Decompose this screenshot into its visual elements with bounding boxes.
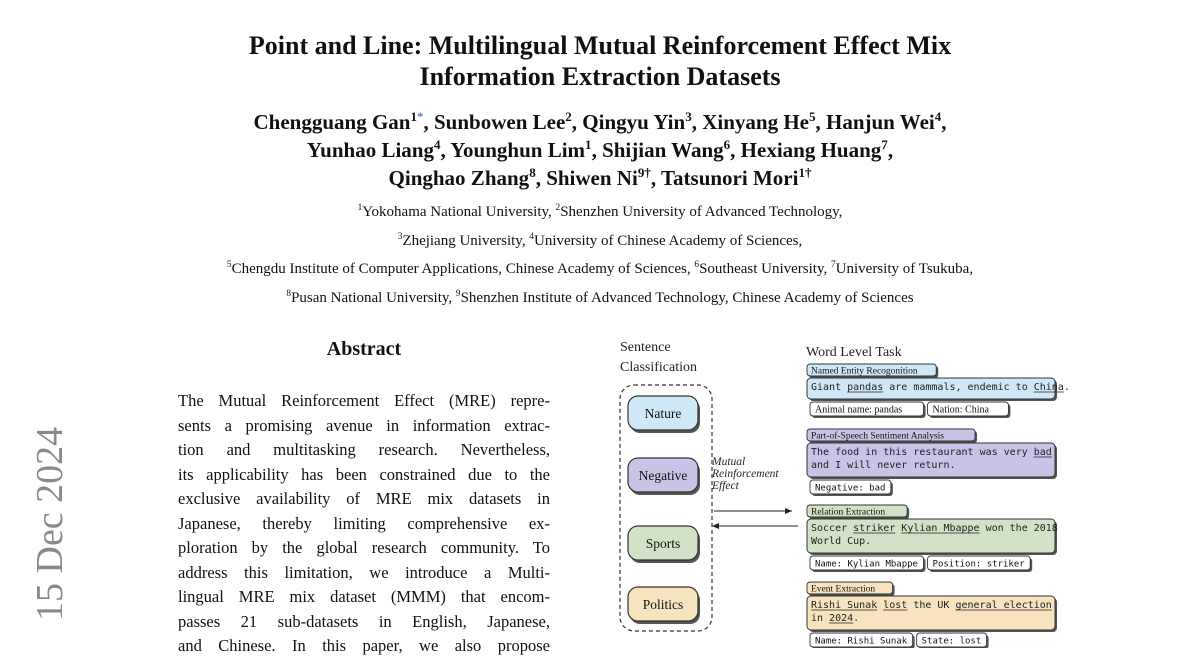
author-name: Shijian Wang (602, 138, 724, 162)
affiliation (556, 204, 839, 220)
author: Qingyu Yin$^3$, (582, 109, 697, 134)
class-label-box (628, 526, 700, 563)
author-affiliation-mark: 5 (808, 109, 816, 124)
abstract-line: passes 21 sub-datasets in English, Japanese, (178, 611, 550, 631)
author-name: Yunhao Liang (306, 138, 434, 162)
abstract-line: tion and multitasking research. Nevertheless, (178, 440, 550, 459)
sentence-keyword: general election (955, 600, 1052, 611)
sentence-text: are mammals, endemic to (883, 382, 1034, 393)
affiliation-mark: 3 (397, 231, 403, 242)
author-name: Younghun Lim (450, 138, 586, 162)
author-name: Hexiang Huang (740, 138, 882, 162)
task-title: Event Extraction (811, 584, 876, 595)
output-label: Negative: bad (815, 483, 886, 494)
output-label: State: lost (921, 636, 982, 647)
sentence-text: Giant (811, 382, 848, 393)
author-name: Qinghao Zhang (388, 166, 530, 190)
class-label: Sports (645, 536, 681, 551)
abstract-heading: Abstract (326, 338, 402, 360)
author: Qinghao Zhang$^8$, (388, 165, 541, 190)
left-heading: Classification (620, 360, 697, 375)
author-affiliation-mark: 4 (934, 109, 942, 124)
author-affiliation-mark: 9† (637, 165, 651, 180)
arrow-right-head (785, 508, 792, 514)
author-name: Tatsunori Mori (660, 166, 799, 190)
class-label-box (628, 458, 700, 495)
sentence-text: in (811, 613, 830, 624)
affiliation-mark: 8 (286, 288, 292, 299)
abstract-line: lingual MRE mix dataset (MMM) that encom- (178, 587, 550, 606)
class-label-box (628, 587, 700, 624)
author-name: Chengguang Gan (253, 110, 411, 134)
affiliation (398, 233, 522, 249)
abstract-line: Japanese, thereby limiting comprehensive ex- (178, 513, 550, 533)
affiliation-name: Zhejiang University (402, 232, 522, 249)
abstract-body (178, 389, 550, 659)
output-label: Name: Kylian Mbappe (815, 559, 918, 570)
sentence-keyword: 2024 (829, 613, 854, 624)
affiliation-line: $^3$Zhejiang University, $^4$University of Chinese Academy of Sciences, (397, 231, 803, 249)
task-block (807, 582, 1057, 648)
affiliation-mark: 5 (226, 260, 232, 270)
abstract-line: The Mutual Reinforcement Effect (MRE) repre- (178, 391, 550, 410)
sentence-keyword: pandas (847, 382, 884, 393)
author: Hanjun Wei$^4$, (826, 109, 947, 134)
author-affiliation-mark: 6 (723, 137, 731, 152)
affiliation-mark: 9 (455, 288, 461, 299)
affiliation-name: Yokohama National University (362, 204, 549, 220)
author: Shiwen $Ni^{9\dagger}$, (546, 165, 657, 190)
affiliation (456, 290, 914, 306)
author-name: Xinyang He (702, 110, 809, 134)
task-title: Relation Extraction (811, 507, 886, 518)
sentence-text: won the 2018 (979, 523, 1058, 534)
mre-overview-figure (600, 330, 1080, 648)
left-heading: Sentence (620, 340, 671, 355)
affiliation-line: $^5$Chengdu Institute of Computer Applications, Chinese Academy of Sciences, $^6$Southeast University, $^7$University of Tsukuba, (226, 260, 974, 277)
abstract-line: sents a promising avenue in information extrac- (178, 415, 550, 435)
author: Sunbowen Lee$^2$, (434, 109, 578, 134)
sentence-keyword: Rishi Sunak (811, 600, 878, 611)
sentence-keyword: striker (853, 523, 896, 534)
output-label: Animal name: pandas (815, 404, 903, 416)
title-line-1: Point and Line: Multilingual Mutual Reinforcement Effect Mix (248, 31, 952, 60)
sentence-keyword: Kylian Mbappe (901, 523, 980, 534)
affiliation-name: Southeast University (699, 261, 824, 277)
affiliation-list (100, 198, 1100, 312)
task-title: Named Entity Recogonition (811, 366, 918, 377)
sentence-text: . (1063, 382, 1070, 393)
arrow-left-head (712, 523, 719, 529)
abstract-line: and Chinese. In this paper, we also propose (178, 636, 550, 655)
affiliation-line: $^1$Yokohama National University, $^2$Shenzhen University of Advanced Technology, (357, 203, 843, 220)
author-name: Hanjun Wei (826, 110, 935, 134)
affiliation-mark: 6 (694, 260, 700, 270)
abstract-line: its applicability has been constrained due to the (178, 464, 550, 484)
affiliation (286, 290, 448, 306)
class-label: Nature (644, 406, 682, 421)
affiliation (358, 204, 548, 220)
mre-label: Reinforcement (712, 468, 779, 480)
output-label: Position: striker (932, 559, 1025, 570)
affiliation-name: Shenzhen University of Advanced Technology (560, 204, 839, 220)
output-label: Nation: China (932, 404, 989, 416)
affiliation (694, 261, 823, 277)
affiliation-mark: 2 (555, 203, 561, 213)
author-affiliation-mark: 8 (529, 165, 536, 180)
sentence-text: the UK (907, 600, 956, 611)
abstract-line: exclusive availability of MRE mix datasets in (178, 489, 550, 508)
affiliation-mark: 1 (357, 203, 363, 213)
arxiv-date-text: 15 Dec 2024 (29, 426, 71, 621)
right-heading: Word Level Task (806, 345, 902, 360)
task-title: Part-of-Speech Sentiment Analysis (811, 431, 944, 442)
affiliation-line: $^8$Pusan National University, $^9$Shenzhen Institute of Advanced Technology, Chinese Academy of Sciences (286, 288, 914, 306)
affiliation (831, 261, 969, 277)
author-affiliation-mark: 1† (798, 165, 812, 180)
output-label: Name: Rishi Sunak (815, 636, 908, 647)
author-affiliation-mark: 7 (881, 137, 888, 152)
task-block (807, 505, 1058, 572)
affiliation-name: University of Tsukuba (835, 261, 970, 277)
task-block (807, 429, 1057, 496)
author-affiliation-mark: 4 (433, 137, 441, 152)
class-label-box (628, 396, 700, 433)
author-name: Qingyu Yin (582, 110, 686, 134)
paper-title (170, 30, 1030, 92)
affiliation-name: Shenzhen Institute of Advanced Technology, Chinese Academy of Sciences (460, 289, 914, 306)
sentence-text: . (853, 613, 860, 624)
affiliation (227, 261, 687, 277)
abstract-line: address this limitation, we introduce a Multi- (178, 562, 550, 582)
arxiv-date-stamp (22, 413, 72, 623)
author-name: Shiwen Ni (546, 166, 638, 190)
author: Shijian Wang$^6$, (602, 137, 736, 162)
title-line-2: Information Extraction Datasets (419, 62, 781, 91)
author-affiliation-mark: 3 (685, 109, 692, 124)
author: Younghun Lim$^1$, (450, 137, 597, 162)
affiliation-name: University of Chinese Academy of Sciences (533, 232, 799, 249)
author-affiliation-mark: 1 (585, 137, 592, 152)
sentence-keyword: bad (1033, 447, 1052, 458)
class-label: Negative (638, 468, 688, 483)
author-name: Sunbowen Lee (434, 110, 566, 134)
author-affiliation-mark: 1* (410, 109, 424, 124)
mre-label: Effect (712, 480, 739, 492)
abstract-line: ploration by the global research community. To (178, 538, 550, 557)
sentence-keyword: lost (883, 600, 908, 611)
sentence-text: and I will never return. (811, 460, 956, 471)
affiliation-name: Pusan National University (291, 289, 449, 306)
affiliation (529, 233, 798, 249)
task-block (807, 364, 1070, 418)
affiliation-mark: 4 (529, 231, 534, 242)
sentence-text: The food in this restaurant was very (811, 447, 1034, 458)
author-affiliation-mark: 2 (565, 109, 572, 124)
mre-label: Mutual (712, 456, 746, 468)
affiliation-mark: 7 (831, 260, 836, 270)
sentence-text: Soccer (811, 523, 854, 534)
author: Chengguang Gan$^{1*}$, (253, 109, 429, 134)
author: Yunhao Liang$^4$, (306, 137, 446, 162)
sentence-keyword: China (1033, 382, 1064, 393)
author: Hexiang Huang$^7$, (740, 137, 894, 162)
author: Xinyang He$^5$, (702, 109, 821, 134)
author-list (170, 108, 1030, 192)
class-label: Politics (642, 597, 684, 612)
affiliation-name: Chengdu Institute of Computer Applications, Chinese Academy of Sciences (231, 261, 687, 277)
sentence-text: World Cup. (811, 536, 872, 547)
author (661, 166, 812, 190)
